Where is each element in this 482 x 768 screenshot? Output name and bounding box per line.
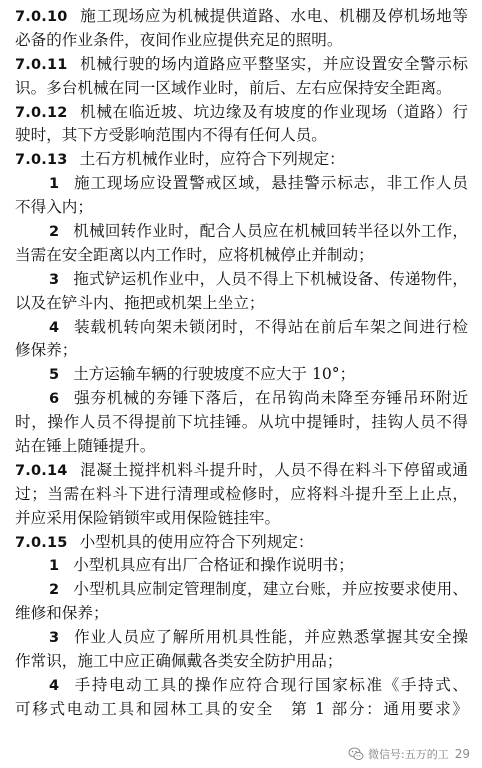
line-text: 土石方机械作业时，应符合下列规定：	[79, 150, 345, 169]
item-number: 1	[49, 176, 60, 193]
text-line	[15, 626, 468, 650]
text-line	[15, 578, 468, 602]
text-line	[15, 292, 468, 316]
text-line	[15, 29, 468, 53]
line-text: 站在锤上随锤提升。	[15, 437, 156, 456]
text-line	[15, 196, 468, 220]
clause-number: 7.0.15	[15, 534, 68, 551]
item-number: 5	[49, 367, 60, 384]
line-text: 过；当需在料斗下进行清理或检修时，应将料斗提升至上止点，	[15, 484, 468, 503]
text-line	[15, 124, 468, 148]
item-number: 2	[49, 224, 60, 241]
text-line	[15, 531, 468, 555]
text-line	[15, 698, 468, 722]
text-line	[15, 244, 468, 268]
text-line	[15, 507, 468, 531]
text-line	[15, 554, 468, 578]
line-text: 施工现场应为机械提供道路、水电、机棚及停机场地等	[79, 7, 468, 25]
line-text: 以及在铲斗内、拖把或机架上坐立；	[15, 293, 265, 312]
wechat-icon	[348, 746, 364, 762]
item-number: 3	[49, 271, 60, 288]
clause-number: 7.0.10	[15, 9, 68, 25]
text-line	[15, 602, 468, 626]
clause-number: 7.0.12	[15, 104, 68, 121]
text-line	[15, 459, 468, 483]
text-line	[15, 435, 468, 459]
text-line	[15, 387, 468, 411]
watermark-text: 微信号:五万的工	[368, 748, 449, 761]
line-text: 机械回转作业时，配合人员应在机械回转半径以外工作，	[73, 222, 468, 241]
line-text: 必备的作业条件，夜间作业应提供充足的照明。	[15, 30, 343, 49]
text-line	[15, 268, 468, 292]
line-text: 维修和保养；	[15, 604, 109, 623]
text-line	[15, 483, 468, 507]
line-text: 土方运输车辆的行驶坡度不应大于 10°；	[73, 365, 356, 384]
line-text: 可移式电动工具和园林工具的安全 第 1 部分：通用要求》	[15, 699, 468, 718]
text-line	[15, 674, 468, 698]
line-text: 并应采用保险销锁牢或用保险链挂牢。	[15, 508, 281, 527]
line-text: 不得入内；	[15, 198, 93, 217]
text-line	[15, 172, 468, 196]
line-text: 施工现场应设置警戒区域，悬挂警示标志，非工作人员	[73, 174, 468, 193]
line-text: 作常识，施工中应正确佩戴各类安全防护用品；	[15, 652, 343, 671]
text-line	[15, 339, 468, 363]
text-line	[15, 411, 468, 435]
line-text: 拖式铲运机作业中，人员不得上下机械设备、传递物件，	[73, 269, 468, 288]
line-text: 机械行驶的场内道路应平整坚实，并应设置安全警示标	[79, 54, 468, 73]
text-line	[15, 220, 468, 244]
page-number: 29	[454, 747, 470, 761]
line-text: 作业人员应了解所用机具性能，并应熟悉掌握其安全操	[73, 628, 468, 647]
line-text: 混凝土搅拌机料斗提升时，人员不得在料斗下停留或通	[79, 460, 468, 479]
text-line	[15, 148, 468, 172]
text-line	[15, 5, 468, 29]
line-text: 手持电动工具的操作应符合现行国家标准《手持式、	[73, 675, 468, 694]
line-text: 小型机具应制定管理制度，建立台账，并应按要求使用、	[73, 580, 468, 599]
line-text: 修保养；	[15, 341, 78, 360]
line-text: 识。多台机械在同一区域作业时，前后、左右应保持安全距离。	[15, 78, 452, 97]
item-number: 3	[49, 630, 60, 647]
clause-number: 7.0.14	[15, 462, 68, 479]
line-text: 小型机具应有出厂合格证和操作说明书；	[73, 556, 354, 575]
line-text: 强夯机械的夯锤下落后，在吊钩尚未降至夯锤吊环附近	[73, 389, 468, 408]
text-line	[15, 650, 468, 674]
text-line	[15, 53, 468, 77]
watermark-footer	[348, 746, 470, 762]
item-number: 1	[49, 558, 60, 575]
item-number: 4	[49, 677, 60, 694]
line-text: 机械在临近坡、坑边缘及有坡度的作业现场（道路）行	[79, 102, 468, 121]
text-line	[15, 77, 468, 101]
line-text: 小型机具的使用应符合下列规定：	[79, 532, 314, 551]
line-text: 当需在安全距离以内工作时，应将机械停止并制动；	[15, 245, 374, 264]
clause-number: 7.0.11	[15, 56, 68, 73]
clause-number: 7.0.13	[15, 152, 68, 169]
item-number: 6	[49, 391, 60, 408]
item-number: 4	[49, 319, 60, 336]
text-line	[15, 316, 468, 340]
text-line	[15, 363, 468, 387]
line-text: 装载机转向架未锁闭时，不得站在前后车架之间进行检	[73, 317, 468, 336]
document-body	[15, 5, 468, 722]
item-number: 2	[49, 582, 60, 599]
line-text: 时，操作人员不得提前下坑挂锤。从坑中提锤时，挂钩人员不得	[15, 413, 468, 432]
text-line	[15, 101, 468, 125]
line-text: 驶时，其下方受影响范围内不得有任何人员。	[15, 126, 327, 145]
